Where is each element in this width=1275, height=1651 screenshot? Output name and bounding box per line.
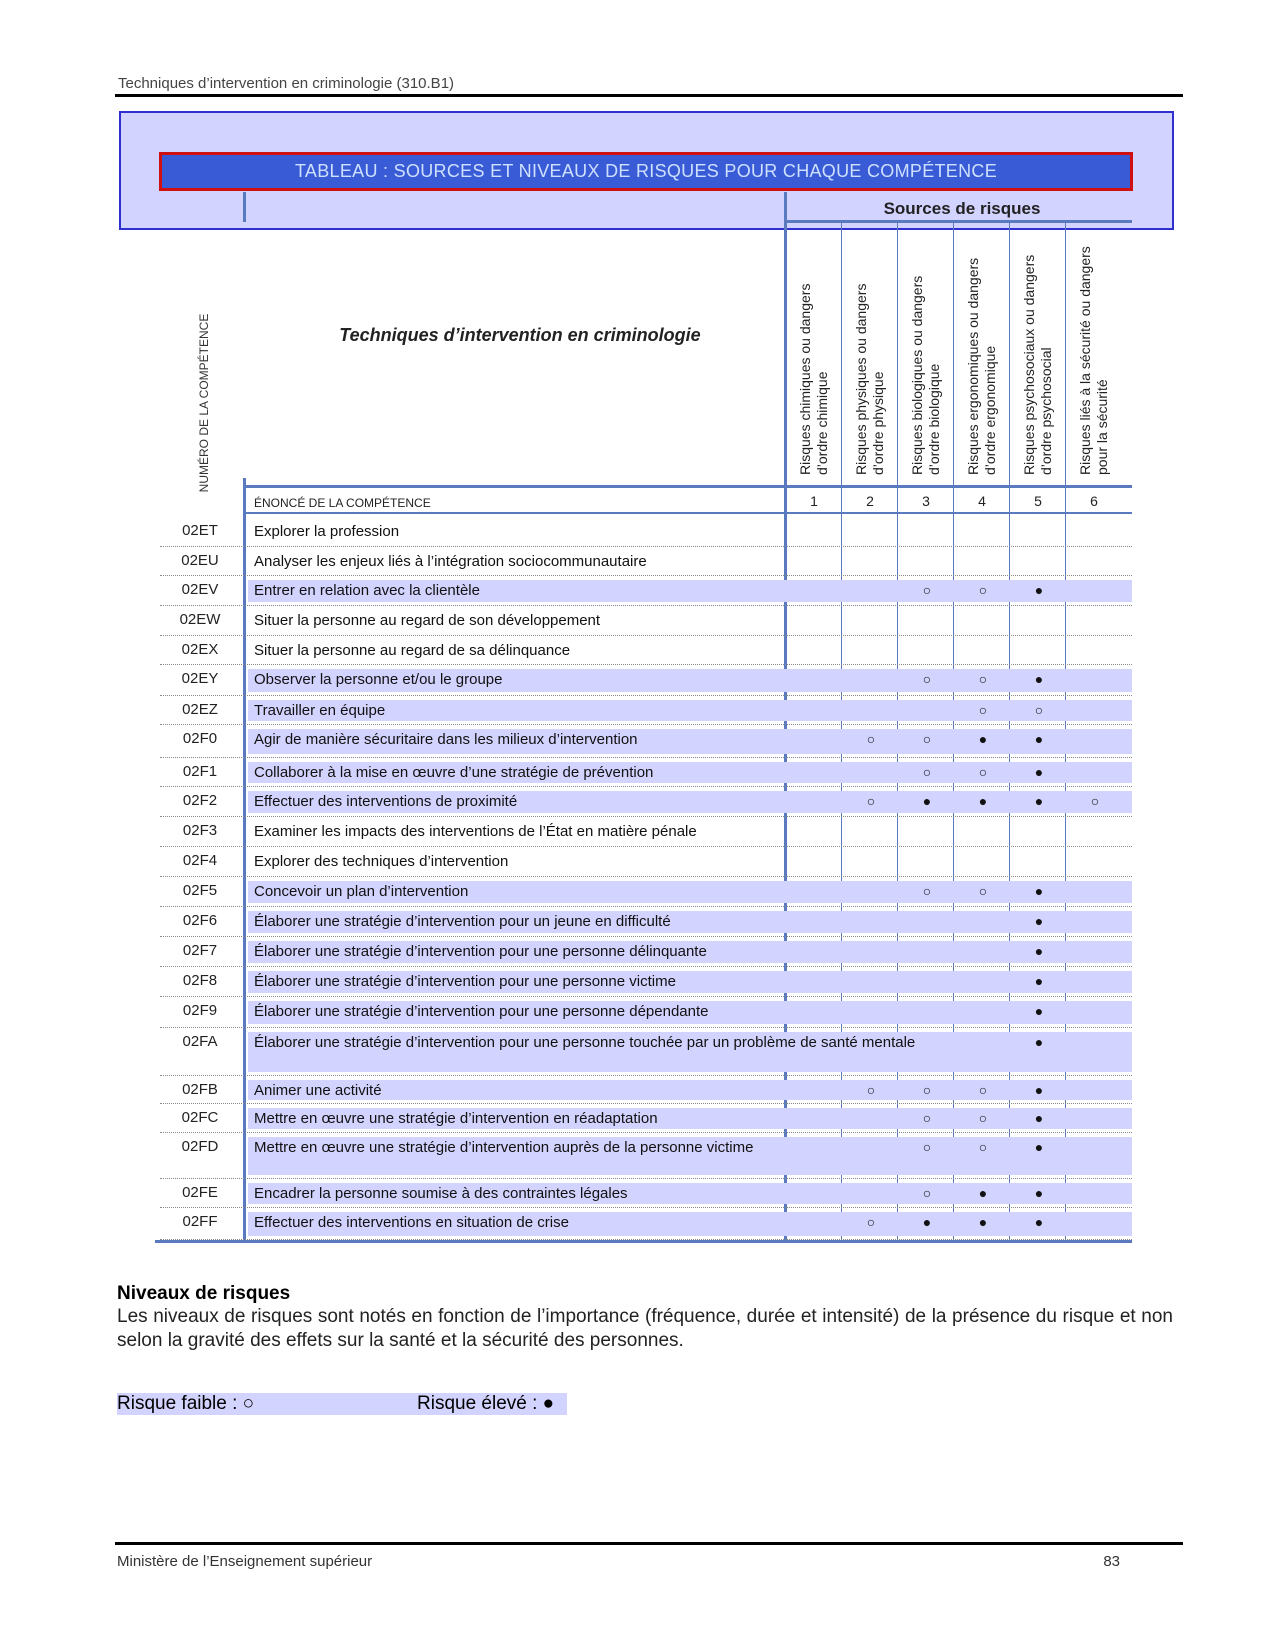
risk-low-marker: ○ [922,731,932,747]
enonce-bottom-rule [243,512,1132,514]
risk-low-marker: ○ [922,764,932,780]
competence-code: 02F8 [182,972,218,989]
competence-code: 02F7 [182,942,218,959]
risk-column-header-2 [843,236,897,480]
table-row [160,576,1132,606]
risk-low-marker: ○ [866,1082,876,1098]
row-separator [160,1239,1132,1240]
code-column-divider [243,192,246,222]
risk-high-marker: ● [1034,764,1044,780]
risk-low-marker: ○ [978,1139,988,1155]
competence-label: Encadrer la personne soumise à des contraintes légales [254,1185,628,1202]
page-number: 83 [1103,1553,1120,1570]
risk-column-header-3 [899,236,953,480]
risk-low-marker: ○ [922,883,932,899]
table-row [160,877,1132,907]
competence-label: Entrer en relation avec la clientèle [254,582,480,599]
competence-code: 02F2 [182,792,218,809]
risk-high-marker: ● [1034,1139,1044,1155]
table-row [160,787,1132,817]
competence-code: 02EV [181,581,219,598]
competence-label: Agir de manière sécuritaire dans les milieux d’intervention [254,731,638,748]
competence-code: 02F4 [182,852,218,869]
competence-code: 02FA [182,1033,218,1050]
risk-column-header-5 [1011,236,1065,480]
table-row [160,665,1132,696]
risk-low-marker: ○ [978,883,988,899]
competence-code: 02EU [181,552,219,569]
risk-high-marker: ● [978,1214,988,1230]
table-row [160,1179,1132,1208]
competence-label: Situer la personne au regard de son développement [254,612,601,629]
risk-high-marker: ● [922,793,932,809]
risk-high-marker: ● [978,731,988,747]
risk-low-marker: ○ [922,1082,932,1098]
risk-column-number-3: 3 [922,493,930,509]
risk-column-label-2: Risques physiques ou dangers d’ordre physique [853,283,886,475]
table-row [160,696,1132,725]
table-bottom-rule [155,1240,1132,1243]
table-row [160,967,1132,997]
competence-label: Travailler en équipe [254,702,386,719]
header-rule [115,94,1183,97]
risk-high-marker: ● [1034,1185,1044,1201]
risk-high-marker: ● [1034,1003,1044,1019]
risk-levels-description: Les niveaux de risques sont notés en fonction de l’importance (fréquence, durée et intensité) de la présence du risque et non selon la gravité des effets sur la santé et la sécurité des personnes. [117,1306,1173,1351]
risk-high-marker: ● [1034,582,1044,598]
table-row [160,758,1132,787]
risk-low-marker: ○ [922,1110,932,1126]
risk-column-header-6 [1067,236,1121,480]
risk-high-marker: ● [1034,1110,1044,1126]
risk-column-label-1: Risques chimiques ou dangers d’ordre chimique [797,283,830,475]
table-row [160,1076,1132,1104]
numero-column-header [186,300,222,505]
competence-label: Élaborer une stratégie d’intervention pour une personne dépendante [254,1003,709,1020]
risk-low-marker: ○ [866,731,876,747]
risk-low-marker: ○ [978,764,988,780]
risk-low-marker: ○ [922,1139,932,1155]
risk-low-marker: ○ [978,702,988,718]
table-row [160,817,1132,847]
competence-code: 02FF [182,1213,218,1230]
risk-low-marker: ○ [978,671,988,687]
risk-low-marker: ○ [978,1082,988,1098]
risk-high-marker: ● [1034,731,1044,747]
competence-code: 02FD [181,1138,219,1155]
competence-label: Concevoir un plan d’intervention [254,883,469,900]
table-row [160,907,1132,937]
risk-column-label-5: Risques psychosociaux ou dangers d’ordre psychosocial [1021,254,1054,475]
competence-label: Élaborer une stratégie d’intervention pour un jeune en difficulté [254,913,671,930]
competence-label: Mettre en œuvre une stratégie d’intervention auprès de la personne victime [254,1139,754,1156]
risk-column-label-6: Risques liés à la sécurité ou dangers pour la sécurité [1077,246,1110,475]
risk-high-marker: ● [1034,943,1044,959]
risk-levels-title: Niveaux de risques [117,1283,291,1304]
risk-column-header-1 [787,236,841,480]
risk-low-marker: ○ [1034,702,1044,718]
table-row [160,1208,1132,1240]
risk-high-marker: ● [1034,913,1044,929]
risk-column-number-2: 2 [866,493,874,509]
legend-low-risk: Risque faible : ○ [117,1393,417,1415]
competence-code: 02FC [181,1109,219,1126]
competence-label: Animer une activité [254,1082,382,1099]
competence-label: Élaborer une stratégie d’intervention pour une personne délinquante [254,943,707,960]
competence-code: 02EW [179,611,221,628]
competence-label: Explorer des techniques d’intervention [254,853,509,870]
footer-ministry: Ministère de l’Enseignement supérieur [117,1553,373,1570]
competence-label: Élaborer une stratégie d’intervention pour une personne victime [254,973,676,990]
risk-column-number-5: 5 [1034,493,1042,509]
sources-rule [785,220,1132,223]
competence-code: 02F3 [182,822,218,839]
competence-code: 02EY [181,670,219,687]
risk-low-marker: ○ [1090,793,1100,809]
sources-title: Sources de risques [883,199,1041,218]
risk-low-marker: ○ [978,582,988,598]
risk-high-marker: ● [922,1214,932,1230]
table-row [160,725,1132,758]
competence-label: Examiner les impacts des interventions de l’État en matière pénale [254,823,697,840]
table-row [160,606,1132,636]
risk-low-marker: ○ [922,671,932,687]
table-row [160,636,1132,665]
risk-low-marker: ○ [866,793,876,809]
competence-label: Élaborer une stratégie d’intervention pour une personne touchée par un problème de santé mentale [254,1034,916,1051]
table-row [160,517,1132,547]
risk-low-marker: ○ [866,1214,876,1230]
risk-high-marker: ● [1034,671,1044,687]
risk-column-number-6: 6 [1090,493,1098,509]
risk-column-label-4: Risques ergonomiques ou dangers d’ordre ergonomique [965,257,998,475]
competence-code: 02F0 [182,730,218,747]
competence-code: 02F9 [182,1002,218,1019]
risk-column-number-4: 4 [978,493,986,509]
competence-code: 02ET [182,522,218,539]
table-row [160,1104,1132,1133]
competence-code: 02EX [181,641,219,658]
competence-label: Mettre en œuvre une stratégie d’intervention en réadaptation [254,1110,658,1127]
risk-high-marker: ● [978,793,988,809]
table-row [160,937,1132,967]
table-row [160,1028,1132,1076]
competence-label: Observer la personne et/ou le groupe [254,671,503,688]
table-title: TABLEAU : SOURCES ET NIVEAUX DE RISQUES POUR CHAQUE COMPÉTENCE [159,152,1133,191]
competence-code: 02F1 [182,763,218,780]
risk-low-marker: ○ [922,1185,932,1201]
program-name: Techniques d’intervention en criminologie [339,325,701,345]
risk-high-marker: ● [978,1185,988,1201]
competence-label: Explorer la profession [254,523,400,540]
footer-rule [115,1542,1183,1545]
page-header: Techniques d’intervention en criminologie (310.B1) [118,75,455,92]
risk-column-header-4 [955,236,1009,480]
risk-column-number-1: 1 [810,493,818,509]
competence-label: Effectuer des interventions de proximité [254,793,518,810]
risk-column-label-3: Risques biologiques ou dangers d’ordre biologique [909,275,942,475]
competence-label: Effectuer des interventions en situation de crise [254,1214,569,1231]
competence-code: 02F5 [182,882,218,899]
competence-label: Situer la personne au regard de sa délinquance [254,642,571,659]
competence-label: Analyser les enjeux liés à l’intégration sociocommunautaire [254,553,647,570]
competence-code: 02EZ [182,701,218,718]
risk-high-marker: ● [1034,1034,1044,1050]
table-row [160,1133,1132,1179]
legend-high-risk: Risque élevé : ● [417,1393,567,1415]
risk-high-marker: ● [1034,793,1044,809]
risk-high-marker: ● [1034,1082,1044,1098]
competence-code: 02FB [182,1081,218,1098]
risk-low-marker: ○ [922,582,932,598]
risk-high-marker: ● [1034,1214,1044,1230]
competence-label: Collaborer à la mise en œuvre d’une stratégie de prévention [254,764,654,781]
risk-low-marker: ○ [978,1110,988,1126]
table-row [160,547,1132,576]
risk-high-marker: ● [1034,973,1044,989]
risk-high-marker: ● [1034,883,1044,899]
table-row [160,997,1132,1028]
table-row [160,847,1132,877]
competence-code: 02FE [182,1184,218,1201]
enonce-column-header: ÉNONCÉ DE LA COMPÉTENCE [254,496,431,510]
competence-code: 02F6 [182,912,218,929]
numero-column-header-text: NUMÉRO DE LA COMPÉTENCE [197,313,211,492]
header-bottom-rule [243,485,1132,488]
